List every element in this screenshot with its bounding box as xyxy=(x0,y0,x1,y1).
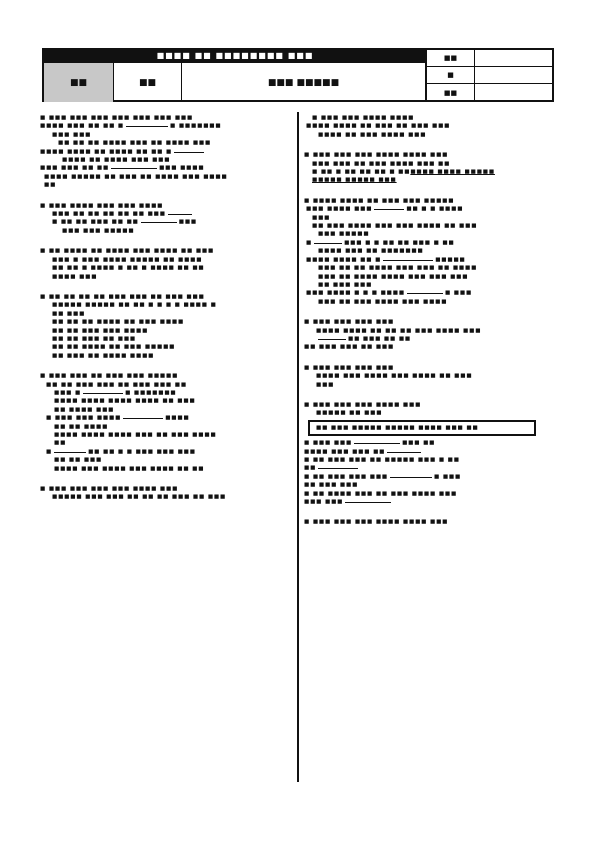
text-line xyxy=(304,247,556,255)
answer-blank[interactable] xyxy=(345,502,391,503)
line-text: ■■■■ ■■■■ ■■■■ ■■■■ ■■ ■■■ xyxy=(54,398,196,405)
text-line xyxy=(304,490,556,498)
line-text: ■ ■■■ ■■■ ■■■ ■■■ xyxy=(304,364,395,371)
exam-header xyxy=(42,48,554,102)
line-text: ■■ ■■ ■■■ ■■■ ■■■■ xyxy=(52,327,149,334)
line-text: ■■■■ ■■ ■■■■ ■■■ ■■■ xyxy=(62,157,171,164)
answer-blank[interactable] xyxy=(318,339,346,340)
text-line xyxy=(40,423,292,431)
text-line xyxy=(304,151,556,159)
line-tail: ■■■■ xyxy=(165,415,190,422)
text-line xyxy=(304,197,556,205)
underlined-text: ■■■■■ ■■■■■ ■■■ xyxy=(312,177,397,184)
header-label-3: ■■ xyxy=(426,84,474,102)
text-line xyxy=(304,289,556,297)
line-text: ■ ■■■ ■■■ ■■■■ ■■■■ xyxy=(312,115,415,121)
line-text: ■ ■■■ ■■■ ■■ ■■■ ■■■ ■■■■■ xyxy=(40,373,179,380)
column-divider xyxy=(297,112,299,782)
text-line xyxy=(304,168,556,176)
line-text: ■■■ xyxy=(316,381,335,388)
header-label-2: ■ xyxy=(426,67,474,84)
line-text: ■■■ ■■ ■■■ ■■■■ ■■■ ■■■■ xyxy=(318,298,448,305)
line-text: ■■■■■ ■■■ ■■■ ■■ ■■ ■■ ■■■ ■■ ■■■ xyxy=(52,494,227,501)
text-line xyxy=(304,409,556,417)
header-value-1[interactable] xyxy=(474,50,552,67)
text-line xyxy=(304,401,556,409)
line-text: ■■■ ■■■ ■■■■■ xyxy=(62,227,135,234)
line-text: ■■■■ ■■■■ ■■ ■■ ■■ ■■■ ■■■■ ■■■ xyxy=(316,327,482,334)
text-line xyxy=(40,173,292,181)
text-line xyxy=(304,298,556,306)
line-text: ■■■■ ■■■ ■■■■ ■■■ ■■■■ ■■ ■■■ xyxy=(316,373,473,380)
text-line xyxy=(40,139,292,147)
text-line xyxy=(304,273,556,281)
line-text: ■ ■■ ■■■■ ■■ ■■■■ ■■■ ■■■■ ■■ ■■■ xyxy=(40,248,215,255)
line-text: ■ ■■■ ■■■ ■■■ ■■■■ ■■■■ ■■■ xyxy=(304,519,449,526)
line-tail: ■■■ ■■■■ xyxy=(159,165,205,172)
line-text: ■■ ■■ ■■■ xyxy=(54,457,103,464)
line-text: ■■■ ■■■■ ■ ■ ■ ■■■■ xyxy=(306,290,405,297)
line-tail: ■ ■■■ xyxy=(444,290,473,297)
line-text: ■■ ■■■ ■■■ ■■ ■■■ xyxy=(304,344,395,351)
text-line xyxy=(40,202,292,210)
line-text: ■ ■■ ■■■■ ■■■ ■■ ■■■ ■■■■ ■■■ xyxy=(304,490,458,497)
line-text: ■ ■■■ ■■■ ■■■ ■■■■ ■■■■ ■■■ xyxy=(304,152,449,159)
line-text: ■■■■ ■■■■■ ■■ ■■■ ■■ ■■■■ ■■■ ■■■■ xyxy=(44,173,228,180)
text-line xyxy=(304,131,556,139)
line-text: ■■■ ■■■ ■■ ■■ xyxy=(40,165,110,172)
text-line xyxy=(40,414,292,422)
line-text: ■■■■ ■■ ■■■ ■■■■ ■■■ xyxy=(318,131,427,138)
line-tail: ■■■■■ xyxy=(435,256,466,263)
answer-blank[interactable] xyxy=(374,209,404,210)
line-text: ■■ xyxy=(44,182,57,189)
line-text: ■■ ■■■ xyxy=(52,310,86,317)
text-line xyxy=(304,456,556,464)
text-line xyxy=(304,222,556,230)
text-line xyxy=(40,310,292,318)
line-text: ■ ■■ ■■■ ■■■ ■■ ■■■■■ ■■■ ■ ■■ xyxy=(304,457,460,463)
answer-blank[interactable] xyxy=(407,293,443,294)
line-tail: ■■ ■■■ ■■ ■■ xyxy=(348,335,412,342)
text-line xyxy=(304,205,556,213)
text-line xyxy=(40,448,292,456)
line-text: ■ ■■■ ■■■ ■■■ ■■■ ■■■■ ■■■ xyxy=(40,486,179,493)
line-text: ■■■ ■■■■ ■■■ xyxy=(306,206,373,213)
text-line xyxy=(40,122,292,130)
line-text: ■■■■■ ■■■■■ ■■ ■■ ■ ■ ■ ■ ■■■■ ■ xyxy=(52,302,217,309)
line-text: ■ ■■■ ■■■ ■■■ ■■■ ■■■ ■■■ ■■■ xyxy=(40,115,194,121)
text-line xyxy=(40,156,292,164)
text-line xyxy=(304,343,556,351)
line-tail: ■ ■■■ xyxy=(434,473,462,480)
header-label-1: ■■ xyxy=(426,50,474,67)
text-line xyxy=(40,164,292,172)
line-text: ■ ■■ ■ ■■ ■■ ■■ ■ ■■ xyxy=(312,169,411,176)
text-line xyxy=(304,481,556,489)
text-line xyxy=(40,131,292,139)
text-line xyxy=(304,122,556,130)
text-line xyxy=(40,327,292,335)
line-tail: ■■■ ■■ xyxy=(402,440,436,447)
line-text: ■■■■ ■■■■ ■■ ■■■■ ■■ ■■ ■ xyxy=(40,148,173,155)
text-line xyxy=(304,464,556,472)
text-line xyxy=(40,456,292,464)
left-column xyxy=(40,114,292,502)
line-tail: ■■■ ■ ■ ■■ ■■ ■■■ ■ ■■ xyxy=(344,239,455,246)
text-line xyxy=(304,239,556,247)
text-line xyxy=(40,465,292,473)
text-line xyxy=(304,381,556,389)
answer-blank[interactable] xyxy=(168,214,192,215)
header-banner: ■■■■ ■■ ■■■■■■■■ ■■■ xyxy=(44,50,426,62)
text-line xyxy=(40,318,292,326)
text-line xyxy=(40,485,292,493)
line-text: ■ ■■ ■■■ ■■■ ■■■ xyxy=(304,473,389,480)
line-text: ■ xyxy=(306,239,313,246)
line-text: ■ ■■■ ■■■ ■■■ ■■■■ ■■■ xyxy=(304,401,422,408)
line-text: ■■ ■■■ ■■■ xyxy=(304,482,359,489)
text-line xyxy=(40,381,292,389)
text-line xyxy=(304,498,556,506)
text-line xyxy=(40,372,292,380)
text-line xyxy=(304,114,556,122)
text-line xyxy=(304,318,556,326)
text-line xyxy=(304,473,556,481)
text-line xyxy=(40,256,292,264)
text-line xyxy=(304,176,556,184)
line-text: ■■■ ■■■ ■■ ■■■ ■■■■ ■■■ ■■ xyxy=(312,160,451,167)
text-line xyxy=(40,406,292,414)
line-text: ■■■■ ■■■■ ■■■■ ■■■ ■■ ■■■ ■■■■ xyxy=(54,432,217,438)
answer-blank[interactable] xyxy=(126,126,168,127)
answer-blank[interactable] xyxy=(141,222,177,223)
answer-blank[interactable] xyxy=(383,260,433,261)
answer-blank[interactable] xyxy=(387,452,421,453)
line-text: ■■■■ ■■■ ■■ ■■■■■■■ xyxy=(318,248,424,255)
text-line xyxy=(304,327,556,335)
line-text: ■■ ■■ ■ ■■■■ ■ ■■ ■ ■■■■ ■■ ■■ xyxy=(52,265,205,272)
line-text: ■■■ ■■ ■■ ■■ ■■ ■■ ■■■ xyxy=(52,211,166,218)
line-tail: ■ ■■■■■■■ xyxy=(170,123,222,130)
line-text: ■■ ■■■ ■■■■ ■■■ ■■■ ■■■■ ■■ ■■■ xyxy=(312,223,478,230)
text-line xyxy=(304,264,556,272)
text-line xyxy=(304,364,556,372)
line-tail: ■ ■■■■■■■ xyxy=(125,389,177,396)
text-line xyxy=(40,227,292,235)
answer-blank[interactable] xyxy=(390,477,432,478)
text-line xyxy=(304,335,556,343)
text-line xyxy=(40,210,292,218)
text-line xyxy=(304,214,556,222)
line-text: ■ xyxy=(46,448,53,455)
answer-blank[interactable] xyxy=(54,452,86,453)
line-text: ■■ ■■ ■■■ ■■ ■■■ xyxy=(52,335,137,342)
subject-cell: ■■■ ■■■■■ xyxy=(182,62,426,102)
line-text: ■■■ ■■■■■ xyxy=(318,231,370,238)
text-line xyxy=(40,218,292,226)
line-text: ■■■ xyxy=(312,214,331,221)
line-text: ■■■■■ ■■ ■■■ xyxy=(316,410,383,417)
right-column xyxy=(304,114,556,527)
text-line xyxy=(40,301,292,309)
text-line xyxy=(304,256,556,264)
text-line xyxy=(40,264,292,272)
line-tail: ■■■ xyxy=(178,219,198,226)
text-line xyxy=(304,448,556,456)
line-text: ■■■■ ■■■ ■■ ■■ ■ xyxy=(40,123,125,130)
line-text: ■■ ■■ ■■■ ■■■ ■■ ■■■ ■■■ ■■ xyxy=(46,381,187,388)
text-line xyxy=(40,389,292,397)
text-line xyxy=(40,352,292,360)
text-line xyxy=(40,114,292,122)
text-line xyxy=(40,148,292,156)
line-text: ■ ■■■ ■■■ xyxy=(304,440,353,447)
text-line xyxy=(40,439,292,447)
answer-blank[interactable] xyxy=(318,468,358,469)
line-text: ■■ ■■ ■■ ■■■■ ■■■ ■■ ■■■■ ■■■ xyxy=(58,140,212,147)
text-line xyxy=(304,372,556,380)
line-text: ■■■■ ■■■■ ■■ ■ xyxy=(306,256,382,263)
line-text: ■■■■ ■■■■ ■■ ■■■ ■■ ■■■ ■■■ xyxy=(306,123,451,130)
line-text: ■ ■■ ■■ ■■■ ■■ ■■ xyxy=(52,219,139,226)
line-text: ■■ ■■ ■■ ■■■■ ■■ ■■■ ■■■■ xyxy=(52,319,185,326)
line-tail: ■■ ■■ ■ ■ ■■■ ■■■ ■■■ xyxy=(88,448,196,455)
header-value-2[interactable] xyxy=(474,67,552,84)
line-text: ■ ■■■■ ■■■■ ■■ ■■■ ■■■ ■■■■■ xyxy=(304,197,455,204)
right-column-top xyxy=(304,114,556,418)
answer-blank[interactable] xyxy=(314,243,342,244)
line-text: ■■■■ ■■■ ■■■■ ■■■ ■■■■ ■■ ■■ xyxy=(54,465,205,472)
answer-blank[interactable] xyxy=(111,168,157,169)
text-line xyxy=(40,273,292,281)
text-line xyxy=(40,181,292,189)
text-line xyxy=(40,493,292,501)
line-text: ■ ■■ ■■ ■■ ■■ ■■■ ■■■ ■■ ■■■ ■■■ xyxy=(40,293,205,300)
text-line xyxy=(40,397,292,405)
text-line xyxy=(304,230,556,238)
answer-blank[interactable] xyxy=(354,443,400,444)
line-tail: ■■ ■ ■ ■■■■ xyxy=(406,206,464,213)
line-text: ■ ■■■ ■■■ ■■■■ xyxy=(46,415,122,422)
text-line xyxy=(40,343,292,351)
line-text: ■■ ■■■■ ■■■ xyxy=(54,406,115,413)
line-text: ■■■ ■■ ■■ ■■■■ ■■■ ■■■ ■■ ■■■■ xyxy=(318,265,478,272)
line-text: ■■■■ ■■■ ■■■ ■■ xyxy=(304,448,386,455)
line-text: ■■ xyxy=(54,440,67,447)
text-line xyxy=(304,160,556,168)
answer-blank[interactable] xyxy=(174,152,204,153)
line-text: ■■■ ■ ■■■ ■■■■ ■■■■■ ■■ ■■■■ xyxy=(52,256,203,263)
line-text: ■ ■■■ ■■■■ ■■■ ■■■ ■■■■ xyxy=(40,202,164,209)
semester-cell: ■■ xyxy=(114,62,182,102)
text-line xyxy=(40,293,292,301)
text-line xyxy=(40,431,292,439)
text-line xyxy=(304,281,556,289)
line-text: ■■ ■■ ■■■■ ■■ ■■■ ■■■■■ xyxy=(52,344,176,351)
line-text: ■■ ■■■ ■■ ■■■■ ■■■■ xyxy=(52,352,155,359)
line-text: ■■ ■■ ■■■■ xyxy=(54,423,109,430)
underlined-text: ■■■■ ■■■■ ■■■■■ xyxy=(410,169,495,176)
header-value-3[interactable] xyxy=(474,84,552,102)
grade-cell: ■■ xyxy=(44,62,114,102)
line-text: ■■■■ ■■■ xyxy=(52,273,98,280)
answer-blank[interactable] xyxy=(123,418,163,419)
line-text: ■■■ ■ xyxy=(54,389,82,396)
line-text: ■■ xyxy=(304,465,317,472)
text-line xyxy=(40,247,292,255)
text-line xyxy=(304,518,556,526)
line-text: ■■ ■■■ ■■■ xyxy=(318,281,373,288)
text-line xyxy=(40,335,292,343)
text-line xyxy=(304,439,556,447)
right-column-bottom xyxy=(304,439,556,527)
line-text: ■■■ ■■■ xyxy=(52,131,92,138)
line-text: ■ ■■■ ■■■ ■■■ ■■■ xyxy=(304,319,395,326)
line-text: ■■■ ■■ ■■■■ ■■■■ ■■■ ■■■ ■■■ xyxy=(318,273,469,280)
line-text: ■■■ ■■■ xyxy=(304,499,344,506)
answer-blank[interactable] xyxy=(83,393,123,394)
answer-choice-box: ■■ ■■■ ■■■■■ ■■■■■ ■■■■ ■■■ ■■ xyxy=(308,420,536,436)
